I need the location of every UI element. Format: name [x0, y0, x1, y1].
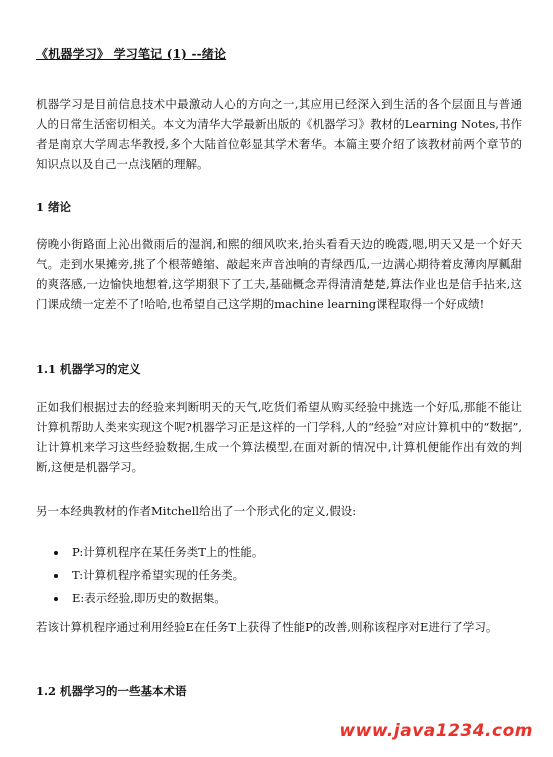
- bullet-item-p: [36, 541, 263, 564]
- bullet-dot-icon: [54, 574, 58, 578]
- site-watermark: www.java1234.com: [339, 721, 533, 741]
- bullet-item-t: [36, 564, 263, 587]
- learning-definition-paragraph: 若该计算机程序通过利用经验E在任务T上获得了性能P的改善,则称该程序对E进行了学习。: [36, 620, 498, 634]
- section-1-1-heading: 1.1 机器学习的定义: [36, 362, 141, 376]
- section-1-paragraph: 傍晚小街路面上沁出微雨后的湿润,和熙的细风吹来,抬头看看天边的晚霞,嗯,明天又是一个好天气。走到水果摊旁,挑了个根蒂蜷缩、敲起来声音浊响的青绿西瓜,一边满心期待着皮薄肉厚瓤甜的爽落感,一边愉快地想着,这学期狠下了工夫,基础概念弄得清清楚楚,算法作业也是信手拈来,这门课成绩一定差不了!哈哈,也希望自己这学期的machine learning课程取得一个好成绩!: [36, 237, 522, 311]
- section-1-2-heading: 1.2 机器学习的一些基本术语: [36, 684, 187, 698]
- definition-paragraph: 正如我们根据过去的经验来判断明天的天气,吃货们希望从购买经验中挑选一个好瓜,那能不能让计算机帮助人类来实现这个呢?机器学习正是这样的一门学科,人的“经验”对应计算机中的“数据”,让计算机来学习这些经验数据,生成一个算法模型,在面对新的情况中,计算机便能作出有效的判断,这便是机器学习。: [36, 400, 522, 474]
- bullet-text: T:计算机程序希望实现的任务类。: [72, 568, 245, 582]
- bullet-item-e: [36, 587, 263, 610]
- intro-paragraph: 机器学习是目前信息技术中最激动人心的方向之一,其应用已经深入到生活的各个层面且与普通人的日常生活密切相关。本文为清华大学最新出版的《机器学习》教材的Learning Notes,书作者是南京大学周志华教授,多个大陆首位彰显其学术奢华。本篇主要介绍了该教材前两个章节的知识点以及自己一点浅陋的理解。: [36, 97, 522, 171]
- bullet-dot-icon: [54, 551, 58, 555]
- bullet-dot-icon: [54, 597, 58, 601]
- bullet-text: E:表示经验,即历史的数据集。: [72, 591, 226, 605]
- definition-bullet-list: [36, 541, 263, 610]
- mitchell-paragraph: 另一本经典教材的作者Mitchell给出了一个形式化的定义,假设:: [36, 504, 357, 518]
- section-1-heading: 1 绪论: [36, 200, 72, 214]
- document-title: 《机器学习》 学习笔记 (1) --绪论: [36, 47, 227, 61]
- bullet-text: P:计算机程序在某任务类T上的性能。: [72, 545, 264, 559]
